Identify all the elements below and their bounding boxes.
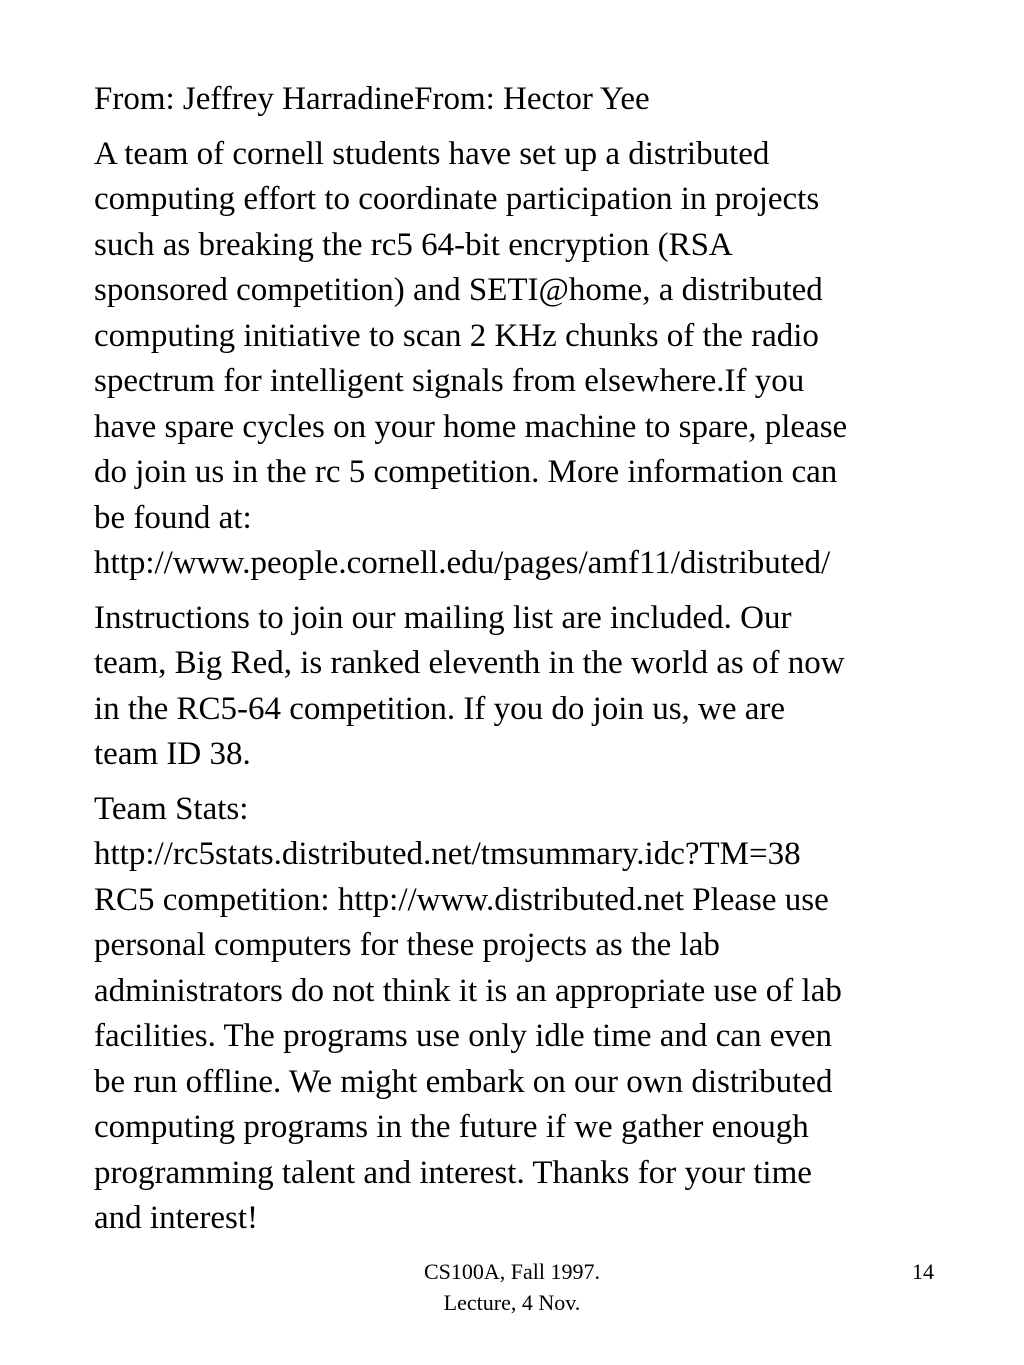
- footer-course-line: CS100A, Fall 1997.: [423, 1259, 601, 1284]
- from-line: From: Jeffrey HarradineFrom: Hector Yee: [94, 81, 650, 117]
- footer-course-info: [362, 1256, 662, 1318]
- slide-body: [94, 77, 974, 1251]
- announcement-paragraph: A team of cornell students have set up a distributed computing effort to coordinate participation in projects such as breaking the rc5 64-bit encryption (RSA sponsored competition) and SETI@home, a distributed computing initiative to scan 2 KHz chunks of the radio spectrum for intelligent signals from elsewhere.If you have spare cycles on your home machine to spare, please do join us in the rc 5 competition. More information can be found at: http://www.people.cornell.edu/pages/amf11/distributed/: [94, 135, 848, 581]
- instructions-paragraph: Instructions to join our mailing list are included. Our team, Big Red, is ranked eleventh in the world as of now in the RC5-64 competition. If you do join us, we are team ID 38.: [94, 599, 845, 772]
- team-stats-paragraph: Team Stats: http://rc5stats.distributed.net/tmsummary.idc?TM=38 RC5 competition: http://www.distributed.net Please use personal computers for these projects as the lab administrators do not think it is an appropriate use of lab facilities. The programs use only idle time and can even be run offline. We might embark on our own distributed computing programs in the future if we gather enough programming talent and interest. Thanks for your time and interest!: [94, 790, 842, 1236]
- footer-lecture-line: Lecture, 4 Nov.: [443, 1290, 581, 1315]
- page-number: 14: [912, 1259, 934, 1284]
